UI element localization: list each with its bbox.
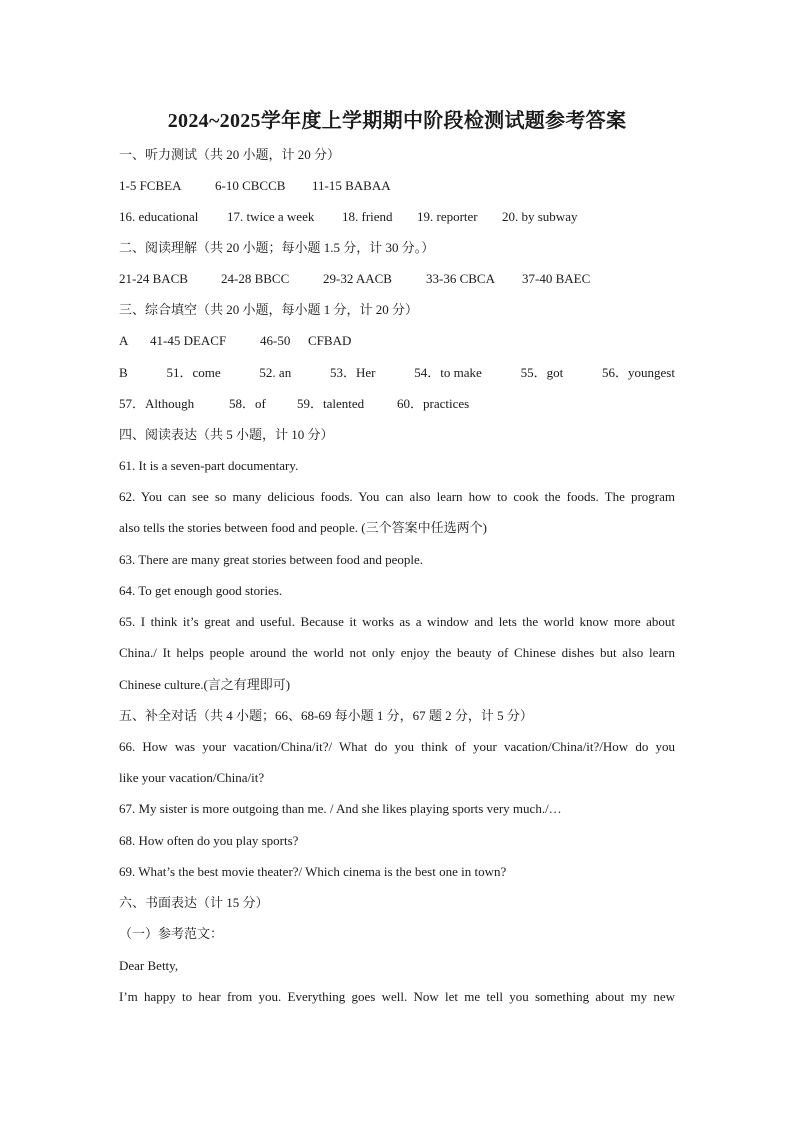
answer-group: 6-10 CBCCB (215, 178, 286, 193)
page-title: 2024~2025学年度上学期期中阶段检测试题参考答案 (167, 110, 627, 132)
essay-body-line-1: I’m happy to hear from you. Everything goes well. Now let me tell you something about my new (119, 989, 675, 1004)
answer-65-line-2: China./ It helps people around the world not only enjoy the beauty of Chinese dishes but also learn (119, 645, 675, 660)
part-label: B (119, 365, 128, 380)
section-1-answers-row (119, 208, 675, 226)
answer-69: 69. What’s the best movie theater?/ Which cinema is the best one in town? (119, 864, 507, 879)
answer-item: 56．youngest (602, 365, 675, 380)
answer-62-line-1: 62. You can see so many delicious foods. You can also learn how to cook the foods. The program (119, 489, 675, 504)
answer-group-range: 46-50 (260, 333, 291, 348)
answer-item: 16. educational (119, 209, 199, 224)
answer-group: 11-15 BABAA (312, 178, 391, 193)
essay-greeting: Dear Betty, (119, 958, 179, 973)
section-3-row-c (119, 395, 675, 413)
answer-item: 58．of (229, 396, 266, 411)
answer-item: 17. twice a week (227, 209, 315, 224)
answer-65-line-3: Chinese culture.(言之有理即可) (119, 677, 291, 692)
sample-essay-label: （一）参考范文： (119, 926, 224, 941)
answer-item: 20. by subway (502, 209, 578, 224)
answer-item: 53．Her (330, 365, 376, 380)
answer-item: 54．to make (414, 365, 482, 380)
section-3-row-a (119, 332, 675, 350)
section-1-answers-row (119, 177, 675, 195)
answer-64: 64. To get enough good stories. (119, 583, 283, 598)
answer-item: 52. an (259, 365, 292, 380)
answer-group: 41-45 DEACF (150, 333, 227, 348)
answer-item: 18. friend (342, 209, 393, 224)
answer-item: 60．practices (397, 396, 470, 411)
part-label: A (119, 333, 129, 348)
answer-item: 51．come (166, 365, 221, 380)
answer-item: 55．got (520, 365, 564, 380)
answer-group: 29-32 AACB (323, 271, 392, 286)
answer-group: 37-40 BAEC (522, 271, 591, 286)
answer-67: 67. My sister is more outgoing than me. / And she likes playing sports very much./… (119, 801, 562, 816)
section-2-answers-row (119, 270, 675, 288)
answer-item: 57．Although (119, 396, 195, 411)
section-3-heading: 三、综合填空（共 20 小题，每小题 1 分，计 20 分） (119, 302, 419, 317)
answer-group: 21-24 BACB (119, 271, 188, 286)
section-6-heading: 六、书面表达（计 15 分） (119, 895, 269, 910)
section-3-row-b (119, 364, 675, 382)
section-1-heading: 一、听力测试（共 20 小题，计 20 分） (119, 147, 341, 162)
answer-group: 24-28 BBCC (221, 271, 290, 286)
answer-62-line-2: also tells the stories between food and people. (三个答案中任选两个) (119, 520, 487, 535)
answer-68: 68. How often do you play sports? (119, 833, 299, 848)
answer-66-line-1: 66. How was your vacation/China/it?/ What do you think of your vacation/China/it?/How do you (119, 739, 675, 754)
answer-group: 1-5 FCBEA (119, 178, 182, 193)
answer-61: 61. It is a seven-part documentary. (119, 458, 299, 473)
answer-group-value: CFBAD (308, 333, 352, 348)
answer-item: 19. reporter (417, 209, 478, 224)
section-5-heading: 五、补全对话（共 4 小题；66、68-69 每小题 1 分，67 题 2 分，计 5 分） (119, 708, 533, 723)
answer-item: 59．talented (297, 396, 365, 411)
section-4-heading: 四、阅读表达（共 5 小题，计 10 分） (119, 427, 334, 442)
answer-66-line-2: like your vacation/China/it? (119, 770, 265, 785)
answer-group: 33-36 CBCA (426, 271, 495, 286)
section-2-heading: 二、阅读理解（共 20 小题；每小题 1.5 分，计 30 分。） (119, 240, 435, 255)
answer-65-line-1: 65. I think it’s great and useful. Because it works as a window and lets the world know more about (119, 614, 675, 629)
answer-63: 63. There are many great stories between food and people. (119, 552, 424, 567)
